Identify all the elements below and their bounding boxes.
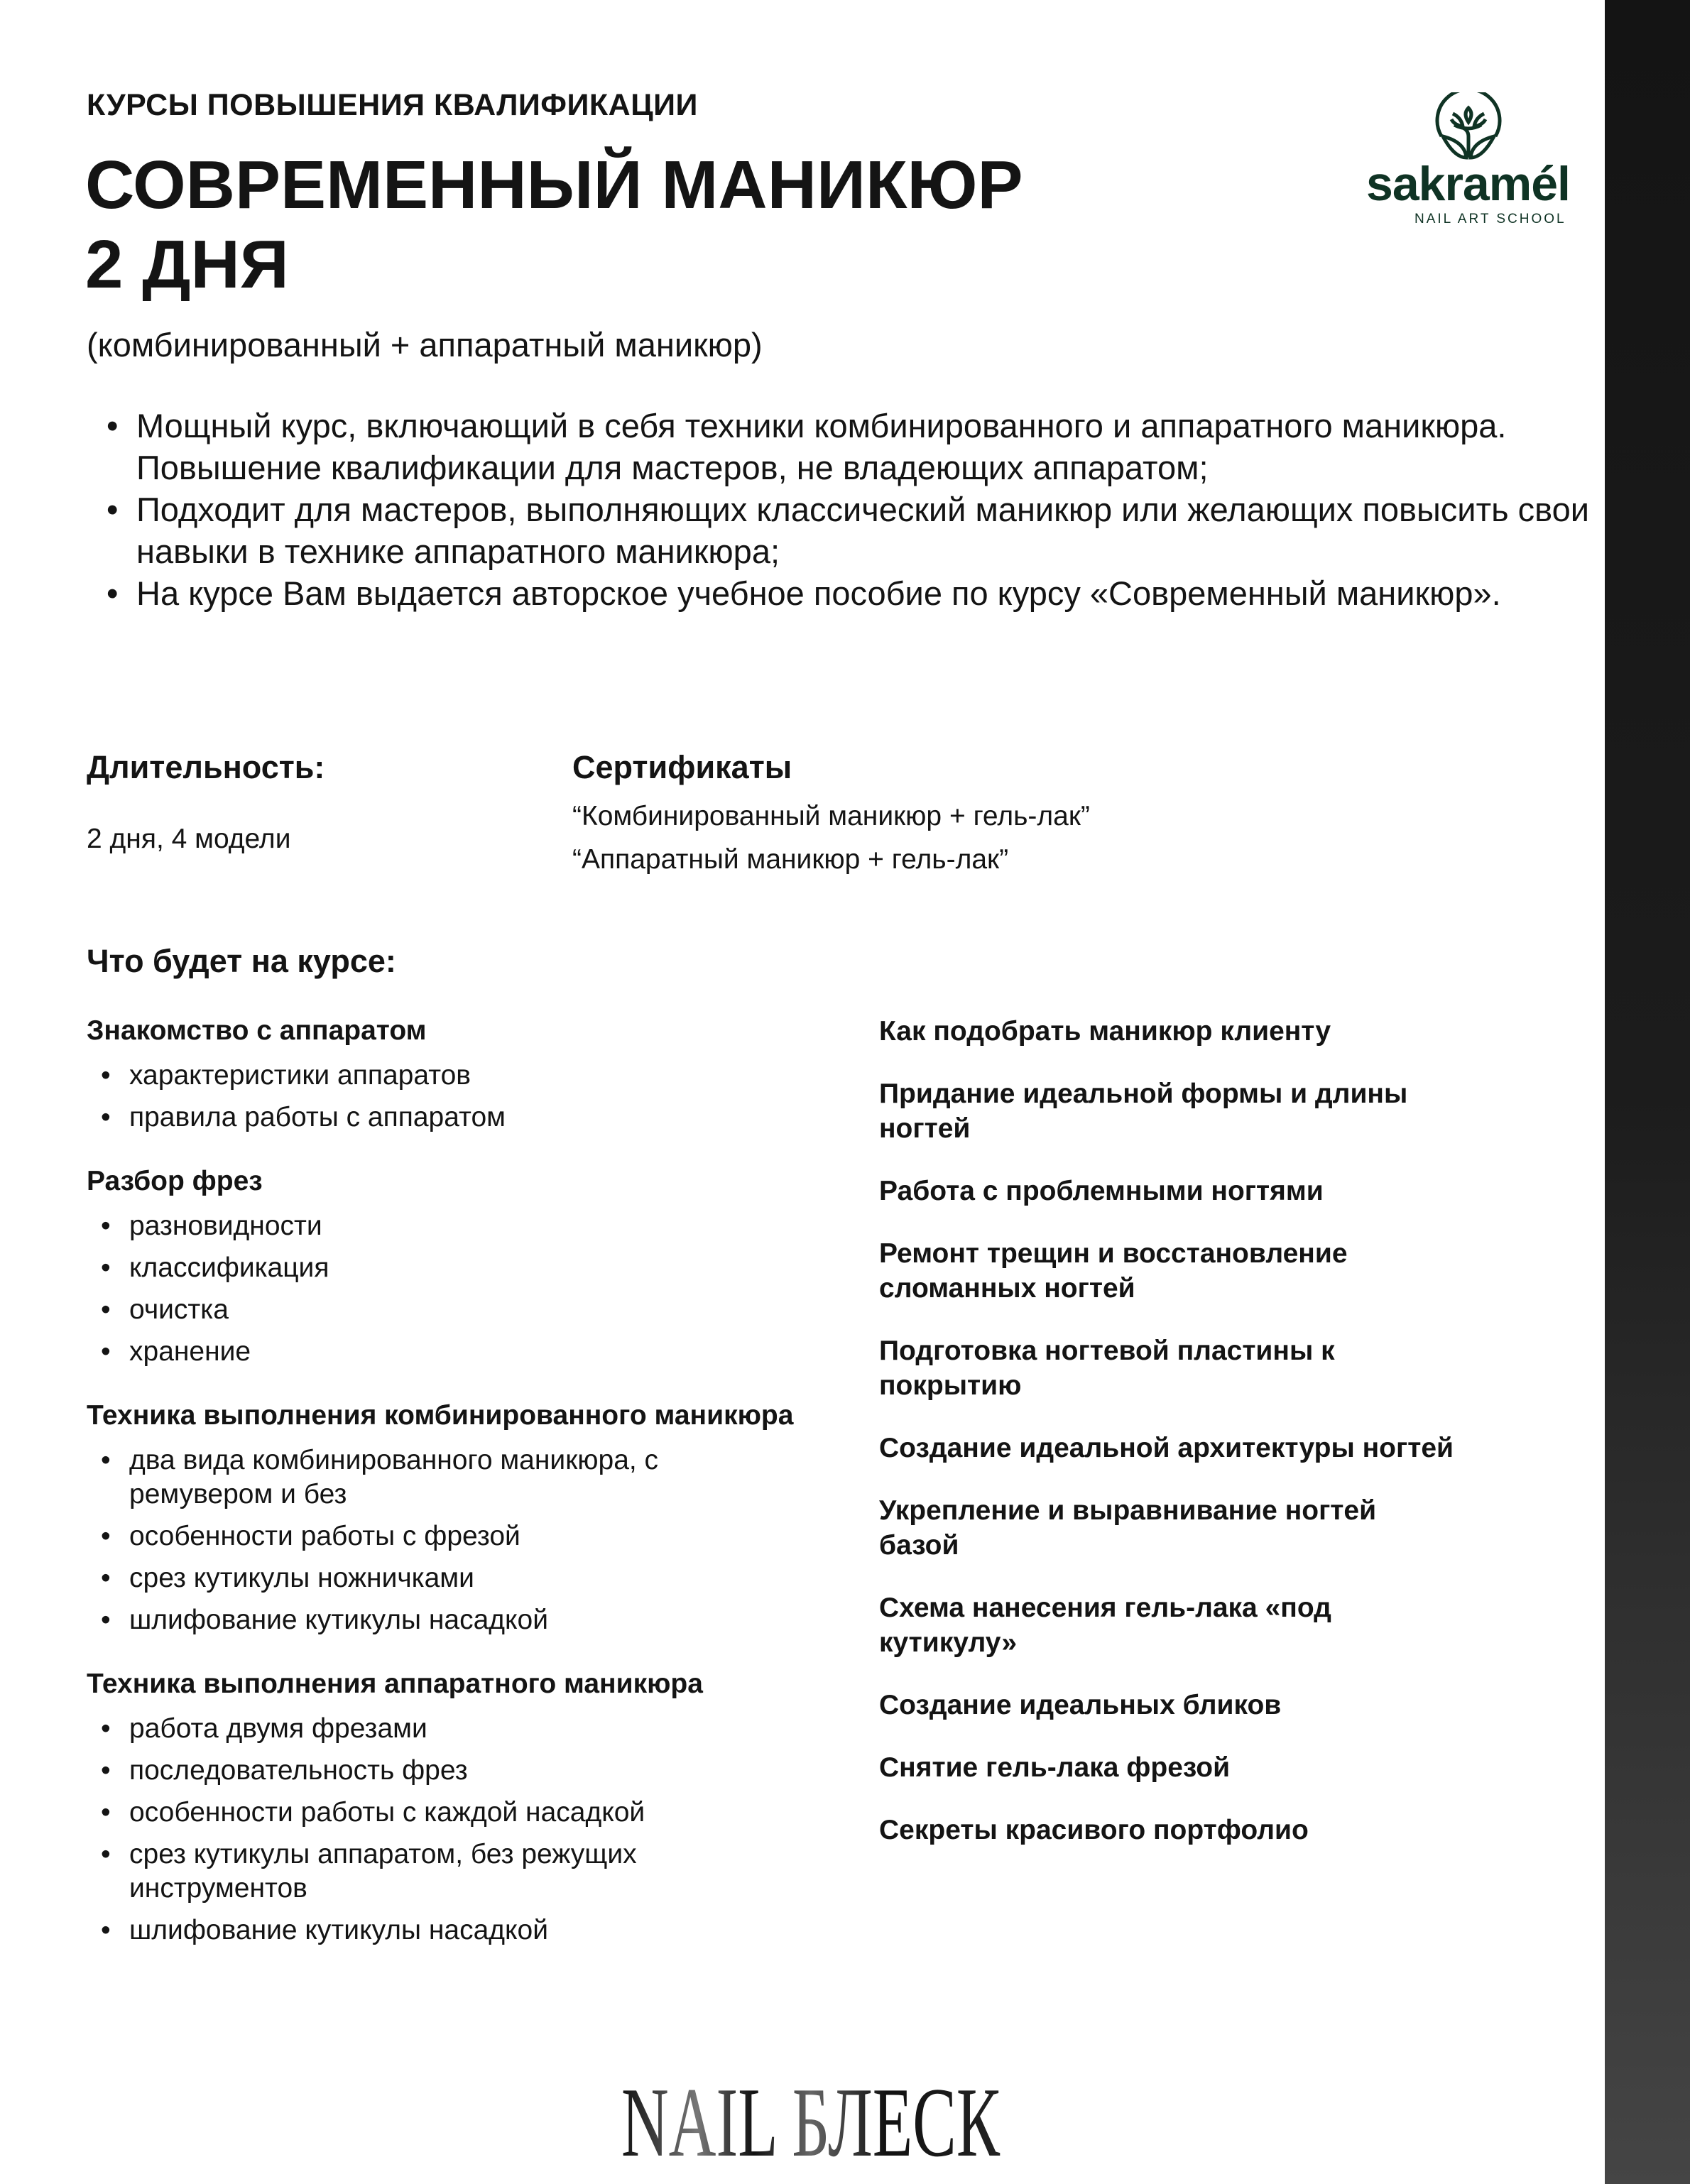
bullet-icon: • [101, 1445, 111, 1475]
dark-side-strip [1605, 0, 1690, 2184]
list-item [101, 1443, 797, 1512]
kicker: КУРСЫ ПОВЫШЕНИЯ КВАЛИФИКАЦИИ [87, 88, 698, 122]
list-item-text: характеристики аппаратов [129, 1060, 471, 1091]
program-topic: Как подобрать маникюр клиенту [879, 1016, 1331, 1047]
bullet-icon: • [101, 1252, 111, 1283]
list-item-text: очистка [129, 1294, 229, 1325]
bullet-icon: • [101, 1839, 111, 1869]
list-item [101, 1101, 797, 1135]
intro-item [107, 405, 1591, 488]
intro-text: Мощный курс, включающий в себя техники комбинированного и аппаратного маникюра. Повышение квалификации для мастеров, не владеющих аппаратом; [136, 407, 1507, 486]
bullet-icon: • [101, 1915, 111, 1945]
program-topic: Ремонт трещин и восстановление сломанных ногтей [879, 1238, 1348, 1304]
title-line: СОВРЕМЕННЫЙ МАНИКЮР [85, 147, 1023, 223]
list-item [101, 1519, 797, 1554]
program-title: Что будет на курсе: [87, 943, 396, 979]
list-item-text: классификация [129, 1252, 329, 1283]
subtitle: (комбинированный + аппаратный маникюр) [87, 326, 763, 364]
list-item [101, 1603, 797, 1637]
group-list [87, 1059, 797, 1135]
page-title [85, 146, 1023, 305]
program-topic: Придание идеальной формы и длины ногтей [879, 1079, 1408, 1144]
intro-list [107, 405, 1591, 614]
group-list [87, 1712, 797, 1948]
list-item [101, 1209, 797, 1243]
intro-text: На курсе Вам выдается авторское учебное пособие по курсу «Современный маникюр». [136, 574, 1501, 612]
program-right-column [879, 1014, 1518, 1875]
program-group [87, 1164, 797, 1369]
bullet-icon: • [101, 1797, 111, 1828]
lotus-icon [1433, 92, 1504, 163]
program-topic: Снятие гель-лака фрезой [879, 1752, 1231, 1783]
list-item [101, 1293, 797, 1327]
certificate-item: “Аппаратный маникюр + гель-лак” [572, 844, 1009, 875]
bullet-icon: • [107, 574, 119, 612]
group-heading: Знакомство с аппаратом [87, 1015, 427, 1046]
list-item [101, 1251, 797, 1285]
list-item [101, 1796, 797, 1830]
bullet-icon: • [101, 1294, 111, 1325]
list-item-text: срез кутикулы аппаратом, без режущих инструментов [129, 1839, 637, 1904]
list-item-text: разновидности [129, 1211, 322, 1241]
intro-item [107, 488, 1591, 572]
duration-value: 2 дня, 4 модели [87, 824, 291, 854]
sakramel-logo [1349, 85, 1583, 234]
program-topic: Создание идеальной архитектуры ногтей [879, 1433, 1454, 1463]
bullet-icon: • [101, 1755, 111, 1786]
list-item-text: шлифование кутикулы насадкой [129, 1915, 548, 1945]
nail-blesk-logo: NAIL БЛЕСК [621, 2068, 1001, 2178]
list-item [101, 1712, 797, 1746]
program-topic: Работа с проблемными ногтями [879, 1176, 1324, 1206]
list-item-text: шлифование кутикулы насадкой [129, 1605, 548, 1635]
bullet-icon: • [101, 1521, 111, 1551]
bullet-icon: • [107, 491, 119, 528]
group-heading: Техника выполнения аппаратного маникюра [87, 1669, 703, 1699]
list-item [101, 1561, 797, 1595]
bullet-icon: • [101, 1605, 111, 1635]
bullet-icon: • [101, 1713, 111, 1744]
program-topic: Секреты красивого портфолио [879, 1815, 1309, 1845]
list-item-text: особенности работы с каждой насадкой [129, 1797, 645, 1828]
list-item-text: последовательность фрез [129, 1755, 468, 1786]
list-item [101, 1754, 797, 1788]
logo-tagline: NAIL ART SCHOOL [1414, 212, 1566, 226]
program-group [87, 1014, 797, 1135]
intro-item [107, 572, 1591, 614]
list-item [101, 1838, 797, 1906]
list-item [101, 1913, 797, 1948]
program-left-column [87, 1014, 797, 1948]
duration-label: Длительность: [87, 749, 325, 785]
bullet-icon: • [101, 1060, 111, 1091]
bullet-icon: • [101, 1336, 111, 1367]
program-topic: Схема нанесения гель-лака «под кутикулу» [879, 1593, 1331, 1658]
list-item-text: хранение [129, 1336, 251, 1367]
group-heading: Техника выполнения комбинированного маникюра [87, 1400, 794, 1431]
group-list [87, 1443, 797, 1637]
logo-wordmark: sakramél [1366, 157, 1570, 211]
group-heading: Разбор фрез [87, 1166, 263, 1196]
bullet-icon: • [101, 1102, 111, 1132]
title-line: 2 ДНЯ [85, 226, 289, 302]
program-topic: Подготовка ногтевой пластины к покрытию [879, 1336, 1335, 1401]
certificate-item: “Комбинированный маникюр + гель-лак” [572, 801, 1090, 831]
list-item-text: работа двумя фрезами [129, 1713, 427, 1744]
list-item-text: особенности работы с фрезой [129, 1521, 520, 1551]
list-item [101, 1059, 797, 1093]
bullet-icon: • [101, 1211, 111, 1241]
list-item-text: правила работы с аппаратом [129, 1102, 506, 1132]
program-group [87, 1399, 797, 1637]
program-topic: Создание идеальных бликов [879, 1690, 1282, 1720]
group-list [87, 1209, 797, 1369]
list-item-text: два вида комбинированного маникюра, с ремувером и без [129, 1445, 659, 1509]
list-item [101, 1335, 797, 1369]
program-topic: Укрепление и выравнивание ногтей базой [879, 1495, 1377, 1561]
list-item-text: срез кутикулы ножничками [129, 1563, 474, 1593]
program-group [87, 1667, 797, 1948]
bullet-icon: • [107, 407, 119, 444]
bullet-icon: • [101, 1563, 111, 1593]
intro-text: Подходит для мастеров, выполняющих классический маникюр или желающих повысить свои навыки в технике аппаратного маникюра; [136, 491, 1589, 570]
certificates-label: Сертификаты [572, 749, 792, 785]
